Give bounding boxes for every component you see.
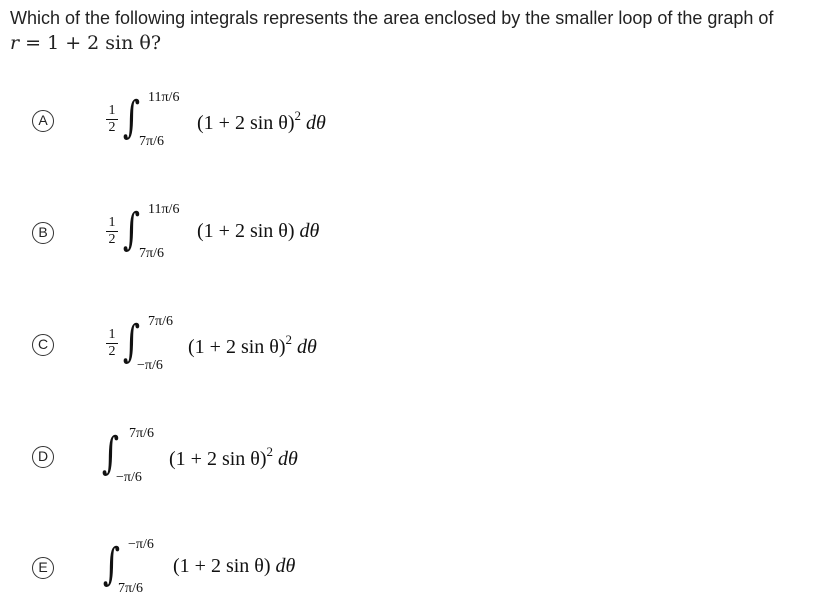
integral-sign-icon: ∫ bbox=[101, 428, 120, 479]
choice-a-coef-num: 1 bbox=[108, 103, 116, 118]
question-line-1: Which of the following integrals represents the area enclosed by the smaller loop of the graph of bbox=[10, 8, 774, 28]
choice-a-integrand-expr: (1 + 2 sin θ) bbox=[197, 112, 295, 134]
choice-e[interactable] bbox=[0, 527, 813, 607]
choice-b-letter[interactable]: B bbox=[32, 222, 54, 244]
choice-b-coef-num: 1 bbox=[108, 215, 116, 230]
choice-e-lower-limit: 7π/6 bbox=[118, 581, 143, 596]
choice-c-coefficient bbox=[105, 328, 119, 359]
choice-b-lower-limit: 7π/6 bbox=[139, 246, 164, 261]
choice-d-integrand bbox=[169, 444, 298, 471]
choice-e-integrand-expr: (1 + 2 sin θ) bbox=[173, 555, 271, 577]
choice-a-lower-limit: 7π/6 bbox=[139, 134, 164, 149]
choice-d[interactable] bbox=[0, 416, 813, 496]
choice-c-power: 2 bbox=[285, 332, 293, 347]
choice-a-upper-limit: 11π/6 bbox=[148, 90, 180, 105]
choice-b-integrand-expr: (1 + 2 sin θ) bbox=[197, 220, 295, 242]
question-line-2 bbox=[10, 31, 810, 56]
choice-b-coefficient bbox=[105, 216, 119, 247]
question-variable: r bbox=[10, 32, 20, 54]
integral-sign-icon: ∫ bbox=[122, 316, 141, 367]
choice-b-coef-den: 2 bbox=[108, 232, 116, 247]
choice-e-differential: dθ bbox=[275, 555, 296, 577]
choice-c-differential: dθ bbox=[297, 336, 317, 358]
choice-c-integrand bbox=[188, 332, 317, 359]
question-text bbox=[10, 6, 810, 56]
choice-b-differential: dθ bbox=[299, 220, 320, 242]
choice-a-differential: dθ bbox=[306, 112, 326, 134]
choice-a-coefficient bbox=[105, 104, 119, 135]
choice-a-power: 2 bbox=[294, 108, 302, 123]
choice-e-letter[interactable]: E bbox=[32, 557, 54, 579]
choice-c-lower-limit: −π/6 bbox=[137, 358, 163, 373]
integral-sign-icon: ∫ bbox=[122, 92, 141, 143]
choice-d-upper-limit: 7π/6 bbox=[129, 426, 154, 441]
choice-c[interactable] bbox=[0, 304, 813, 384]
choice-b[interactable] bbox=[0, 192, 813, 272]
choice-c-integrand-expr: (1 + 2 sin θ) bbox=[188, 336, 286, 358]
choice-b-integrand bbox=[197, 220, 319, 243]
integral-sign-icon: ∫ bbox=[122, 204, 141, 255]
choice-a-integrand bbox=[197, 108, 326, 135]
choice-d-power: 2 bbox=[266, 444, 274, 459]
question-equation: = 1 + 2 sin θ? bbox=[19, 32, 162, 54]
choice-d-integrand-expr: (1 + 2 sin θ) bbox=[169, 448, 267, 470]
choice-d-letter[interactable]: D bbox=[32, 446, 54, 468]
choice-e-integrand bbox=[173, 555, 295, 578]
choice-d-lower-limit: −π/6 bbox=[116, 470, 142, 485]
integral-sign-icon: ∫ bbox=[102, 539, 121, 590]
choice-c-coef-num: 1 bbox=[108, 327, 116, 342]
choice-e-upper-limit: −π/6 bbox=[128, 537, 154, 552]
choice-a[interactable] bbox=[0, 80, 813, 160]
choice-c-coef-den: 2 bbox=[108, 344, 116, 359]
choice-c-letter[interactable]: C bbox=[32, 334, 54, 356]
choice-d-differential: dθ bbox=[278, 448, 298, 470]
choice-c-upper-limit: 7π/6 bbox=[148, 314, 173, 329]
choice-b-upper-limit: 11π/6 bbox=[148, 202, 180, 217]
choice-a-letter[interactable]: A bbox=[32, 110, 54, 132]
choice-a-coef-den: 2 bbox=[108, 120, 116, 135]
